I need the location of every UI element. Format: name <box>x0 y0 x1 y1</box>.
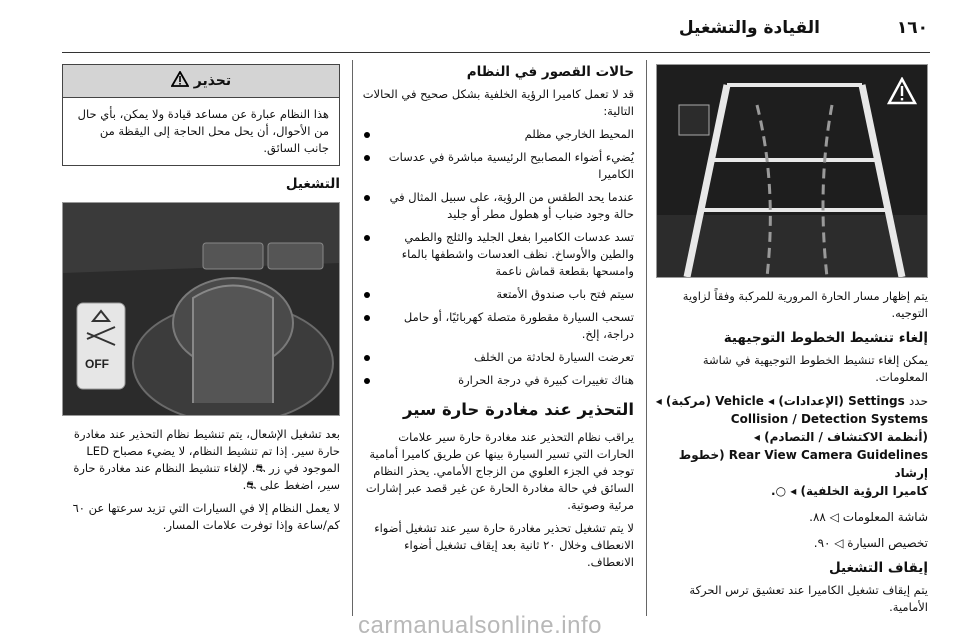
deactivate-guidelines-text: يمكن إلغاء تنشيط الخطوط التوجيهية في شاشة المعلومات. <box>702 353 928 384</box>
operation-text-2: لا يعمل النظام إلا في السيارات التي تزيد سرعتها عن ٦٠ كم/ساعة وإذا توفرت علامات المسار. <box>72 501 340 532</box>
list-item: المحيط الخارجي مظلم <box>362 126 634 143</box>
menu-path-settings: Settings (الإعدادات) ◂ Vehicle (مركبة) ◂ <box>655 394 905 408</box>
switching-off-heading: إيقاف التشغيل <box>829 560 928 576</box>
center-console-image <box>62 202 340 416</box>
watermark: carmanualsonline.info <box>358 612 602 639</box>
lane-departure-indicator-note: لا يتم تشغيل تحذير مغادرة حارة سير عند تشغيل أضواء الانعطاف وخلال ٢٠ ثانية بعد إيقاف تشغيل أضواء الانعطاف. <box>374 521 634 569</box>
info-display-reference: شاشة المعلومات ◁ ٨٨. <box>809 510 928 524</box>
menu-path-line-5: كاميرا الرؤية الخلفية) ◂ ○. <box>771 484 928 498</box>
deactivate-guidelines-heading: إلغاء تنشيط الخطوط التوجيهية <box>723 330 928 346</box>
page-header <box>0 0 960 54</box>
rear-camera-image <box>656 64 928 278</box>
left-column <box>62 64 340 540</box>
menu-path-line-4: Rear View Camera Guidelines (خطوط إرشاد <box>678 448 928 480</box>
operation-text-1: بعد تشغيل الإشعال، يتم تنشيط نظام التحذير عند مغادرة حارة سير. إذا تم تنشيط النظام، لا يضيء مصباح LED الموجود في زر ⛐. لإلغاء تنشيط النظام عند مغادرة حارة سير، اضغط على ⛐. <box>73 427 340 492</box>
middle-column <box>362 64 634 577</box>
list-item: تسحب السيارة مقطورة متصلة كهربائيًا، أو حامل دراجة، إلخ. <box>362 309 634 343</box>
warning-header <box>63 65 339 98</box>
warning-body: هذا النظام عبارة عن مساعد قيادة ولا يمكن، بأي حال من الأحوال، أن يحل محل الحاجة إلى اليقظة من جانب السائق. <box>77 107 329 155</box>
menu-path-line-2: Collision / Detection Systems <box>730 412 928 426</box>
right-column <box>654 64 928 622</box>
chapter-title: القيادة والتشغيل <box>678 18 820 38</box>
list-item: يُضيء أضواء المصابيح الرئيسية مباشرة في عدسات الكاميرا <box>362 149 634 183</box>
warning-label: تحذير <box>193 73 232 89</box>
column-divider-left <box>352 60 353 616</box>
warning-box <box>62 64 340 166</box>
guideline-intro-text: يتم إظهار مسار الحارة المرورية للمركبة وفقاً لزاوية التوجيه. <box>682 289 928 320</box>
list-item: عندما يحد الطقس من الرؤية، على سبيل المثال في حالة وجود ضباب أو هطول مطر أو جليد <box>362 189 634 223</box>
list-item: هناك تغييرات كبيرة في درجة الحرارة <box>362 372 634 389</box>
menu-path-prefix: حدد <box>908 394 928 408</box>
lane-departure-heading: التحذير عند مغادرة حارة سير <box>403 400 634 419</box>
menu-path-line-1 <box>654 392 928 410</box>
menu-path-line-3: (أنظمة الاكتشاف / التصادم) ◂ <box>753 430 928 444</box>
limitations-list <box>362 126 634 389</box>
operation-heading: التشغيل <box>285 176 340 192</box>
lane-assist-off-switch-label: OFF <box>85 357 109 371</box>
warning-triangle-icon <box>887 77 917 105</box>
list-item: تعرضت السيارة لحادثة من الخلف <box>362 349 634 366</box>
system-limitations-heading: حالات القصور في النظام <box>466 64 634 80</box>
warning-triangle-icon <box>171 71 189 91</box>
list-item: سيتم فتح باب صندوق الأمتعة <box>362 286 634 303</box>
header-rule <box>62 52 930 53</box>
system-limitations-intro: قد لا تعمل كاميرا الرؤية الخلفية بشكل صحيح في الحالات التالية: <box>362 87 634 118</box>
list-item: تسد عدسات الكاميرا بفعل الجليد والثلج والطمي والطين والأوساخ. نظف العدسات واشطفها بالماء وامسحها بقطعة قماش ناعمة <box>362 229 634 280</box>
console-illustration <box>63 203 339 415</box>
page-number: ١٦٠ <box>896 18 928 38</box>
lane-departure-description: يراقب نظام التحذير عند مغادرة حارة سير علامات الحارات التي تسير السيارة بينها عن طريق كاميرا أمامية توجد في الجزء العلوي من الزجاج الأمامي. يحذر النظام السائق في حالة مغادرة الحارة عن غير قصد عبر إشارات مرئية وصوتية. <box>365 430 634 512</box>
vehicle-customization-reference: تخصيص السيارة ◁ ٩٠. <box>813 536 928 550</box>
column-divider-right <box>646 60 647 616</box>
switching-off-text: يتم إيقاف تشغيل الكاميرا عند تعشيق ترس الحركة الأمامية. <box>689 583 928 614</box>
